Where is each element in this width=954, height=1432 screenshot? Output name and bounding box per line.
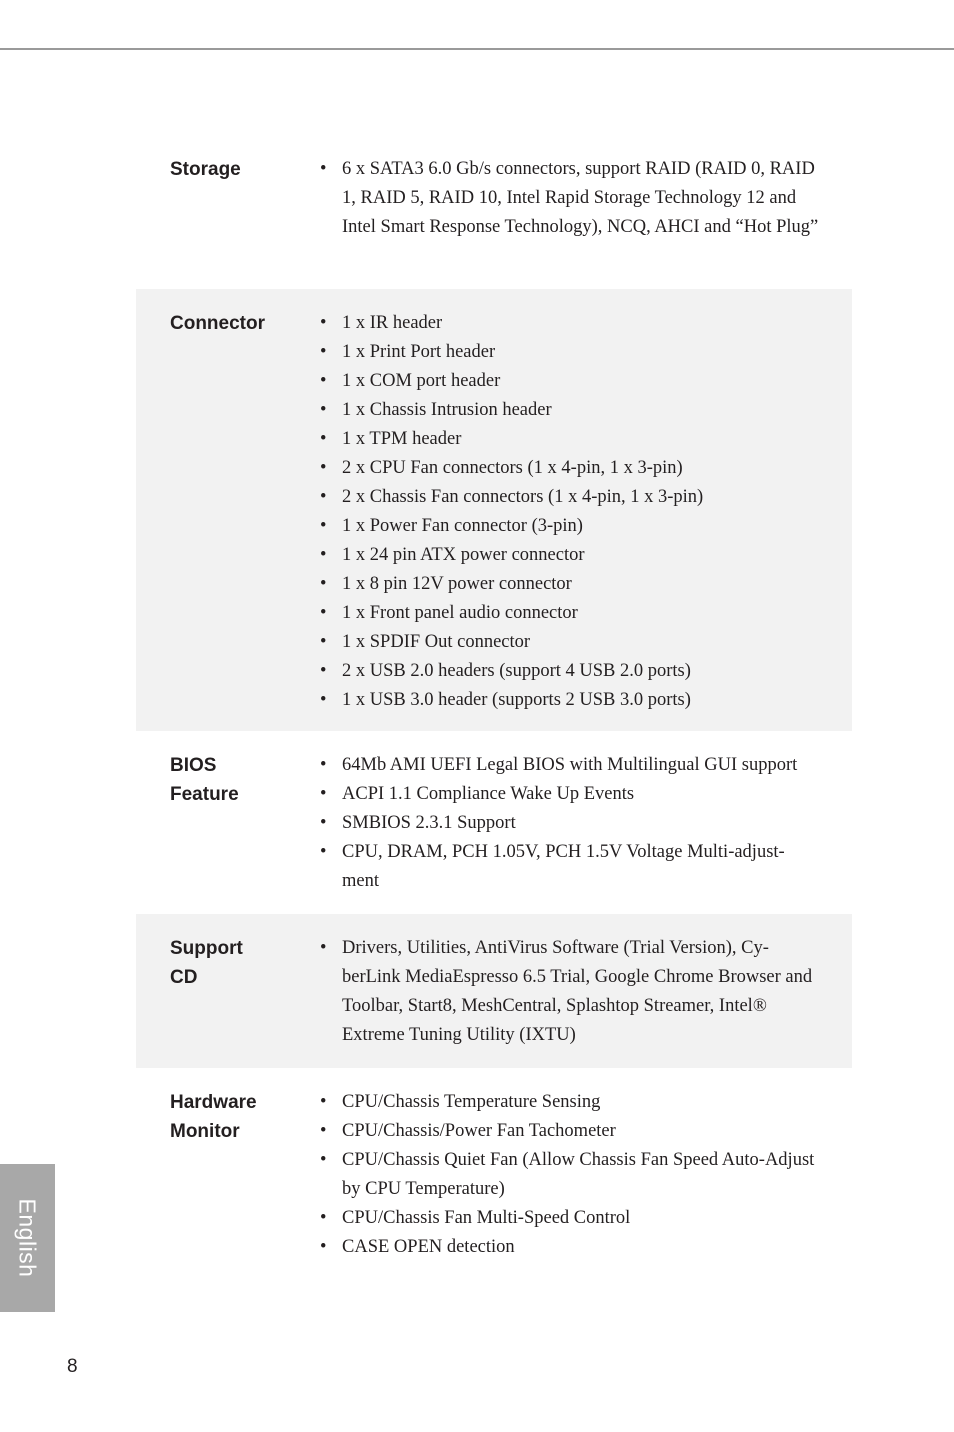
language-tab <box>0 1164 55 1312</box>
spec-item: • CPU/Chassis/Power Fan Tachometer <box>320 1117 820 1146</box>
spec-item: • 2 x Chassis Fan connectors (1 x 4-pin, 1 x 3-pin) <box>320 483 820 512</box>
spec-list <box>320 155 820 269</box>
spec-item: • 6 x SATA3 6.0 Gb/s connectors, support RAID (RAID 0, RAID 1, RAID 5, RAID 10, Intel Rapid Storage Technology 12 and Intel Smart Response Technology), NCQ, AHCI and “Hot Plug” <box>320 155 820 242</box>
spec-item: • 1 x Chassis Intrusion header <box>320 396 820 425</box>
header-rule <box>0 48 954 50</box>
spec-item: • 2 x CPU Fan connectors (1 x 4-pin, 1 x 3-pin) <box>320 454 820 483</box>
spec-item: • 1 x Print Port header <box>320 338 820 367</box>
spec-item: • CPU/Chassis Quiet Fan (Allow Chassis Fan Speed Auto-Adjust by CPU Temperature) <box>320 1146 820 1204</box>
spec-item: • CASE OPEN detection <box>320 1233 820 1262</box>
spec-item: • 1 x 8 pin 12V power connector <box>320 570 820 599</box>
spec-label: Connector <box>170 313 265 334</box>
spec-list <box>320 934 820 1048</box>
spec-row-hardware-monitor <box>136 1068 852 1278</box>
spec-item: • CPU/Chassis Fan Multi-Speed Control <box>320 1204 820 1233</box>
spec-item: • ACPI 1.1 Compliance Wake Up Events <box>320 780 820 809</box>
spec-label: Storage <box>170 159 241 180</box>
spec-item: • 1 x USB 3.0 header (supports 2 USB 3.0 ports) <box>320 686 820 715</box>
spec-item: • SMBIOS 2.3.1 Support <box>320 809 820 838</box>
spec-item: • 64Mb AMI UEFI Legal BIOS with Multilingual GUI support <box>320 751 820 780</box>
spec-table <box>136 140 852 1278</box>
spec-item: • 1 x Front panel audio connector <box>320 599 820 628</box>
spec-item: • 1 x TPM header <box>320 425 820 454</box>
spec-list <box>320 751 820 894</box>
spec-list <box>320 1088 820 1258</box>
page-number: 8 <box>67 1356 78 1377</box>
spec-item: • CPU/Chassis Temperature Sensing <box>320 1088 820 1117</box>
spec-label: BIOS Feature <box>170 755 239 805</box>
spec-item: • 2 x USB 2.0 headers (support 4 USB 2.0 ports) <box>320 657 820 686</box>
spec-item: • 1 x IR header <box>320 309 820 338</box>
spec-item: • CPU, DRAM, PCH 1.05V, PCH 1.5V Voltage Multi-adjust-ment <box>320 838 820 896</box>
spec-item: • 1 x COM port header <box>320 367 820 396</box>
spec-item: • Drivers, Utilities, AntiVirus Software (Trial Version), Cy-berLink MediaEspresso 6.5 Trial, Google Chrome Browser and Toolbar, Start8, MeshCentral, Splashtop Streamer, Intel® Extreme Tuning Utility (IXTU) <box>320 934 820 1050</box>
spec-label: Hardware Monitor <box>170 1092 257 1142</box>
spec-row-bios-feature <box>136 731 852 914</box>
spec-item: • 1 x SPDIF Out connector <box>320 628 820 657</box>
spec-item: • 1 x 24 pin ATX power connector <box>320 541 820 570</box>
spec-item: • 1 x Power Fan connector (3-pin) <box>320 512 820 541</box>
spec-row-connector <box>136 289 852 731</box>
spec-row-storage <box>136 140 852 289</box>
language-tab-label: English <box>14 1198 41 1278</box>
spec-row-support-cd <box>136 914 852 1068</box>
spec-label: Support CD <box>170 938 243 988</box>
spec-list <box>320 309 820 711</box>
